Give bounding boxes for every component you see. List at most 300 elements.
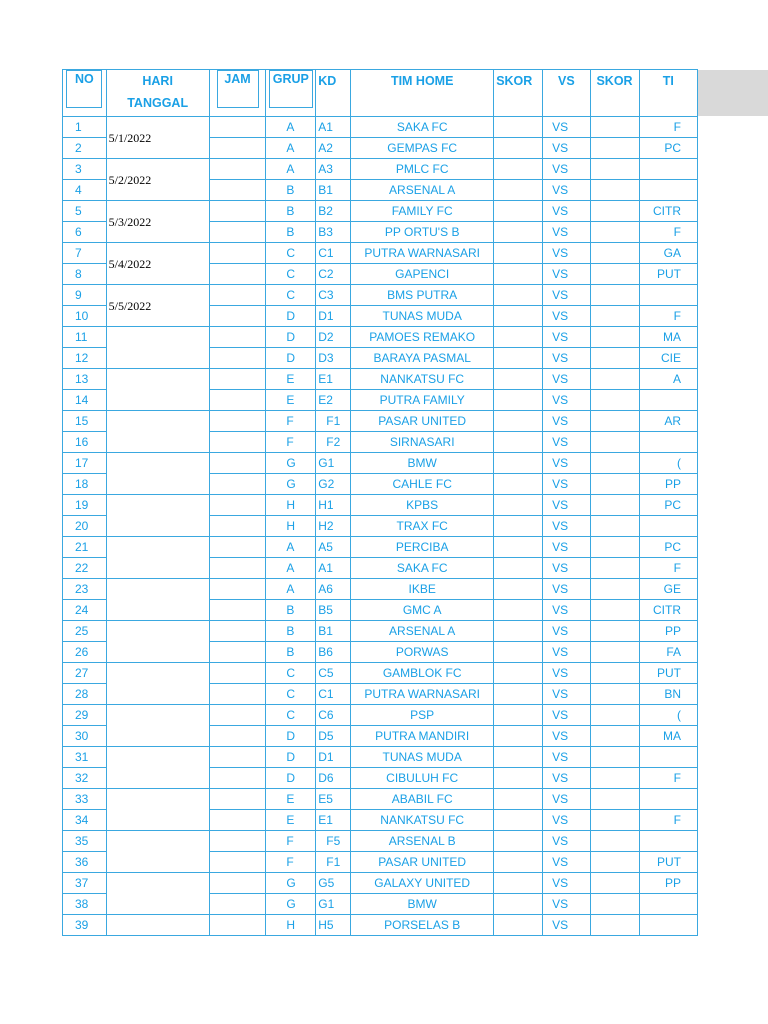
cell-jam xyxy=(209,558,266,579)
cell-tim-home: PASAR UNITED xyxy=(351,852,494,873)
table-row xyxy=(63,243,698,264)
cell-tim-home: PAMOES REMAKO xyxy=(351,327,494,348)
cell-vs: VS xyxy=(543,222,590,243)
cell-tim-home: NANKATSU FC xyxy=(351,369,494,390)
cell-tim-away: PC xyxy=(639,138,698,159)
cell-no: 7 xyxy=(63,243,107,264)
cell-vs: VS xyxy=(543,726,590,747)
cell-skor-away xyxy=(590,243,639,264)
header-gray-band xyxy=(698,70,768,116)
cell-no: 15 xyxy=(63,411,107,432)
cell-kd: E2 xyxy=(316,390,351,411)
cell-jam xyxy=(209,390,266,411)
cell-date: 5/4/2022 xyxy=(106,243,209,285)
cell-skor-home xyxy=(494,348,543,369)
cell-grup: D xyxy=(266,327,316,348)
cell-vs: VS xyxy=(543,852,590,873)
cell-skor-away xyxy=(590,495,639,516)
cell-tim-home: SAKA FC xyxy=(351,117,494,138)
cell-kd: C1 xyxy=(316,243,351,264)
cell-vs: VS xyxy=(543,495,590,516)
cell-no: 27 xyxy=(63,663,107,684)
cell-skor-away xyxy=(590,180,639,201)
cell-skor-away xyxy=(590,621,639,642)
cell-kd: A1 xyxy=(316,558,351,579)
cell-no: 16 xyxy=(63,432,107,453)
cell-vs: VS xyxy=(543,600,590,621)
cell-skor-away xyxy=(590,474,639,495)
cell-tim-home: BMW xyxy=(351,894,494,915)
cell-no: 30 xyxy=(63,726,107,747)
cell-grup: A xyxy=(266,159,316,180)
cell-tim-home: PSP xyxy=(351,705,494,726)
cell-tim-home: ARSENAL A xyxy=(351,180,494,201)
table-row xyxy=(63,159,698,180)
cell-grup: G xyxy=(266,873,316,894)
cell-vs: VS xyxy=(543,243,590,264)
cell-kd: F2 xyxy=(316,432,351,453)
cell-skor-away xyxy=(590,642,639,663)
cell-kd: E1 xyxy=(316,369,351,390)
cell-skor-home xyxy=(494,516,543,537)
cell-tim-home: NANKATSU FC xyxy=(351,810,494,831)
cell-skor-home xyxy=(494,264,543,285)
cell-jam xyxy=(209,222,266,243)
cell-skor-away xyxy=(590,747,639,768)
cell-date: 5/5/2022 xyxy=(106,285,209,327)
cell-jam xyxy=(209,768,266,789)
cell-tim-away: GA xyxy=(639,243,698,264)
cell-jam xyxy=(209,264,266,285)
cell-date xyxy=(106,453,209,495)
cell-tim-home: PUTRA WARNASARI xyxy=(351,684,494,705)
cell-kd: C6 xyxy=(316,705,351,726)
cell-jam xyxy=(209,432,266,453)
cell-skor-away xyxy=(590,831,639,852)
cell-skor-home xyxy=(494,201,543,222)
cell-tim-away: CITR xyxy=(639,201,698,222)
cell-date xyxy=(106,831,209,873)
cell-skor-away xyxy=(590,348,639,369)
header-no-box: NO xyxy=(66,70,102,108)
cell-tim-away xyxy=(639,285,698,306)
cell-tim-home: GEMPAS FC xyxy=(351,138,494,159)
cell-tim-away xyxy=(639,894,698,915)
cell-skor-away xyxy=(590,453,639,474)
cell-vs: VS xyxy=(543,705,590,726)
header-tanggal: TANGGAL xyxy=(127,96,189,110)
cell-tim-home: SIRNASARI xyxy=(351,432,494,453)
schedule-table xyxy=(62,69,698,936)
table-row xyxy=(63,579,698,600)
cell-tim-home: PERCIBA xyxy=(351,537,494,558)
cell-tim-away xyxy=(639,831,698,852)
cell-grup: G xyxy=(266,453,316,474)
cell-skor-away xyxy=(590,684,639,705)
cell-vs: VS xyxy=(543,138,590,159)
cell-grup: B xyxy=(266,621,316,642)
cell-vs: VS xyxy=(543,663,590,684)
cell-skor-home xyxy=(494,453,543,474)
cell-tim-away: F xyxy=(639,768,698,789)
cell-jam xyxy=(209,831,266,852)
cell-no: 34 xyxy=(63,810,107,831)
cell-kd: H2 xyxy=(316,516,351,537)
cell-no: 36 xyxy=(63,852,107,873)
cell-skor-home xyxy=(494,663,543,684)
cell-skor-away xyxy=(590,600,639,621)
cell-jam xyxy=(209,873,266,894)
cell-tim-away: F xyxy=(639,306,698,327)
cell-no: 39 xyxy=(63,915,107,936)
cell-jam xyxy=(209,327,266,348)
cell-vs: VS xyxy=(543,642,590,663)
header-hari: HARI xyxy=(142,74,173,88)
cell-tim-home: SAKA FC xyxy=(351,558,494,579)
cell-skor-home xyxy=(494,684,543,705)
cell-skor-away xyxy=(590,537,639,558)
cell-grup: G xyxy=(266,474,316,495)
cell-skor-away xyxy=(590,579,639,600)
cell-skor-home xyxy=(494,411,543,432)
cell-jam xyxy=(209,201,266,222)
cell-skor-home xyxy=(494,789,543,810)
cell-no: 2 xyxy=(63,138,107,159)
cell-kd: E1 xyxy=(316,810,351,831)
cell-vs: VS xyxy=(543,621,590,642)
cell-vs: VS xyxy=(543,264,590,285)
cell-skor-away xyxy=(590,201,639,222)
cell-skor-away xyxy=(590,558,639,579)
cell-kd: B5 xyxy=(316,600,351,621)
cell-skor-home xyxy=(494,369,543,390)
cell-tim-away: ( xyxy=(639,453,698,474)
cell-tim-away xyxy=(639,180,698,201)
cell-jam xyxy=(209,306,266,327)
cell-no: 37 xyxy=(63,873,107,894)
cell-skor-home xyxy=(494,810,543,831)
header-row xyxy=(63,70,698,117)
cell-jam xyxy=(209,684,266,705)
cell-kd: B1 xyxy=(316,180,351,201)
header-hari-tanggal xyxy=(106,70,209,117)
cell-grup: D xyxy=(266,747,316,768)
cell-grup: D xyxy=(266,348,316,369)
cell-skor-away xyxy=(590,894,639,915)
cell-vs: VS xyxy=(543,432,590,453)
cell-tim-away: A xyxy=(639,369,698,390)
cell-grup: C xyxy=(266,684,316,705)
cell-tim-away xyxy=(639,516,698,537)
cell-tim-away: AR xyxy=(639,411,698,432)
cell-kd: A1 xyxy=(316,117,351,138)
cell-vs: VS xyxy=(543,411,590,432)
cell-skor-home xyxy=(494,705,543,726)
cell-date: 5/2/2022 xyxy=(106,159,209,201)
cell-jam xyxy=(209,243,266,264)
cell-kd: E5 xyxy=(316,789,351,810)
cell-jam xyxy=(209,726,266,747)
cell-skor-away xyxy=(590,411,639,432)
cell-no: 12 xyxy=(63,348,107,369)
table-row xyxy=(63,201,698,222)
cell-skor-away xyxy=(590,264,639,285)
cell-grup: B xyxy=(266,180,316,201)
cell-tim-home: CAHLE FC xyxy=(351,474,494,495)
cell-no: 3 xyxy=(63,159,107,180)
cell-date xyxy=(106,369,209,411)
cell-tim-away: PP xyxy=(639,621,698,642)
cell-date xyxy=(106,915,209,936)
cell-vs: VS xyxy=(543,579,590,600)
header-grup-box: GRUP xyxy=(269,70,313,108)
cell-kd: D3 xyxy=(316,348,351,369)
cell-date: 5/3/2022 xyxy=(106,201,209,243)
cell-jam xyxy=(209,537,266,558)
cell-jam xyxy=(209,474,266,495)
cell-no: 14 xyxy=(63,390,107,411)
cell-grup: F xyxy=(266,411,316,432)
cell-no: 5 xyxy=(63,201,107,222)
table-row xyxy=(63,117,698,138)
cell-skor-away xyxy=(590,915,639,936)
cell-tim-home: PORWAS xyxy=(351,642,494,663)
cell-vs: VS xyxy=(543,789,590,810)
cell-vs: VS xyxy=(543,306,590,327)
cell-tim-away xyxy=(639,390,698,411)
cell-tim-home: PMLC FC xyxy=(351,159,494,180)
header-tim-home: TIM HOME xyxy=(351,70,494,117)
cell-vs: VS xyxy=(543,684,590,705)
cell-kd: B2 xyxy=(316,201,351,222)
cell-tim-home: PUTRA MANDIRI xyxy=(351,726,494,747)
cell-skor-away xyxy=(590,222,639,243)
cell-jam xyxy=(209,810,266,831)
cell-tim-away: GE xyxy=(639,579,698,600)
cell-grup: B xyxy=(266,600,316,621)
cell-tim-away: F xyxy=(639,810,698,831)
cell-skor-home xyxy=(494,726,543,747)
cell-skor-away xyxy=(590,369,639,390)
cell-kd: D2 xyxy=(316,327,351,348)
cell-kd: B1 xyxy=(316,621,351,642)
cell-kd: B3 xyxy=(316,222,351,243)
cell-kd: D1 xyxy=(316,306,351,327)
cell-kd: D5 xyxy=(316,726,351,747)
cell-tim-home: GAPENCI xyxy=(351,264,494,285)
cell-jam xyxy=(209,600,266,621)
cell-skor-away xyxy=(590,285,639,306)
cell-tim-home: KPBS xyxy=(351,495,494,516)
cell-skor-home xyxy=(494,768,543,789)
cell-skor-home xyxy=(494,831,543,852)
cell-tim-away xyxy=(639,915,698,936)
cell-kd: G1 xyxy=(316,453,351,474)
cell-tim-home: PASAR UNITED xyxy=(351,411,494,432)
cell-tim-home: BARAYA PASMAL xyxy=(351,348,494,369)
cell-tim-home: PORSELAS B xyxy=(351,915,494,936)
cell-kd: D6 xyxy=(316,768,351,789)
cell-tim-away: PC xyxy=(639,495,698,516)
cell-no: 1 xyxy=(63,117,107,138)
cell-tim-away: CITR xyxy=(639,600,698,621)
cell-vs: VS xyxy=(543,201,590,222)
cell-tim-home: PUTRA WARNASARI xyxy=(351,243,494,264)
cell-tim-away xyxy=(639,747,698,768)
cell-tim-home: TUNAS MUDA xyxy=(351,747,494,768)
cell-skor-home xyxy=(494,852,543,873)
cell-kd: D1 xyxy=(316,747,351,768)
cell-grup: D xyxy=(266,726,316,747)
cell-skor-away xyxy=(590,726,639,747)
header-grup xyxy=(266,70,316,117)
cell-jam xyxy=(209,747,266,768)
cell-tim-away: PUT xyxy=(639,852,698,873)
cell-vs: VS xyxy=(543,117,590,138)
cell-jam xyxy=(209,852,266,873)
cell-vs: VS xyxy=(543,894,590,915)
cell-skor-home xyxy=(494,558,543,579)
cell-grup: C xyxy=(266,663,316,684)
cell-grup: C xyxy=(266,705,316,726)
cell-grup: B xyxy=(266,642,316,663)
cell-skor-home xyxy=(494,600,543,621)
cell-tim-home: FAMILY FC xyxy=(351,201,494,222)
cell-no: 23 xyxy=(63,579,107,600)
cell-kd: F5 xyxy=(316,831,351,852)
cell-tim-home: BMW xyxy=(351,453,494,474)
cell-grup: H xyxy=(266,915,316,936)
cell-skor-away xyxy=(590,390,639,411)
cell-skor-home xyxy=(494,894,543,915)
cell-grup: G xyxy=(266,894,316,915)
cell-tim-away: F xyxy=(639,558,698,579)
cell-skor-home xyxy=(494,138,543,159)
cell-kd: C3 xyxy=(316,285,351,306)
cell-kd: F1 xyxy=(316,411,351,432)
cell-jam xyxy=(209,642,266,663)
cell-skor-home xyxy=(494,537,543,558)
cell-jam xyxy=(209,621,266,642)
cell-no: 11 xyxy=(63,327,107,348)
table-row xyxy=(63,663,698,684)
cell-skor-home xyxy=(494,432,543,453)
cell-skor-away xyxy=(590,663,639,684)
cell-tim-home: IKBE xyxy=(351,579,494,600)
table-row xyxy=(63,327,698,348)
cell-grup: C xyxy=(266,243,316,264)
cell-no: 25 xyxy=(63,621,107,642)
table-row xyxy=(63,495,698,516)
cell-date xyxy=(106,537,209,579)
cell-no: 28 xyxy=(63,684,107,705)
cell-no: 8 xyxy=(63,264,107,285)
cell-no: 4 xyxy=(63,180,107,201)
cell-skor-home xyxy=(494,327,543,348)
cell-skor-home xyxy=(494,747,543,768)
table-row xyxy=(63,537,698,558)
table-row xyxy=(63,285,698,306)
cell-no: 21 xyxy=(63,537,107,558)
cell-kd: C1 xyxy=(316,684,351,705)
cell-date xyxy=(106,747,209,789)
cell-jam xyxy=(209,495,266,516)
header-vs: VS xyxy=(543,70,590,117)
cell-date xyxy=(106,495,209,537)
cell-skor-home xyxy=(494,390,543,411)
cell-grup: B xyxy=(266,201,316,222)
cell-skor-home xyxy=(494,117,543,138)
cell-vs: VS xyxy=(543,180,590,201)
cell-kd: A2 xyxy=(316,138,351,159)
cell-vs: VS xyxy=(543,390,590,411)
cell-vs: VS xyxy=(543,348,590,369)
header-jam-box: JAM xyxy=(217,70,259,108)
cell-skor-home xyxy=(494,243,543,264)
cell-grup: E xyxy=(266,789,316,810)
cell-tim-home: GAMBLOK FC xyxy=(351,663,494,684)
cell-no: 17 xyxy=(63,453,107,474)
header-kd: KD xyxy=(316,70,351,117)
table-row xyxy=(63,369,698,390)
cell-vs: VS xyxy=(543,873,590,894)
cell-tim-home: PUTRA FAMILY xyxy=(351,390,494,411)
cell-vs: VS xyxy=(543,159,590,180)
cell-jam xyxy=(209,180,266,201)
cell-jam xyxy=(209,663,266,684)
header-skor-away: SKOR xyxy=(590,70,639,117)
cell-tim-home: ABABIL FC xyxy=(351,789,494,810)
cell-jam xyxy=(209,411,266,432)
cell-no: 32 xyxy=(63,768,107,789)
cell-skor-away xyxy=(590,306,639,327)
header-skor-home: SKOR xyxy=(494,70,543,117)
cell-kd: G2 xyxy=(316,474,351,495)
cell-tim-away: PUT xyxy=(639,264,698,285)
cell-jam xyxy=(209,285,266,306)
cell-tim-away xyxy=(639,432,698,453)
cell-date xyxy=(106,327,209,369)
table-row xyxy=(63,453,698,474)
cell-grup: F xyxy=(266,852,316,873)
cell-tim-away: PP xyxy=(639,873,698,894)
cell-grup: A xyxy=(266,537,316,558)
cell-skor-home xyxy=(494,474,543,495)
cell-skor-away xyxy=(590,873,639,894)
cell-tim-away: PUT xyxy=(639,663,698,684)
cell-grup: E xyxy=(266,390,316,411)
cell-date xyxy=(106,411,209,453)
cell-skor-away xyxy=(590,852,639,873)
cell-kd: A5 xyxy=(316,537,351,558)
table-row xyxy=(63,705,698,726)
cell-skor-home xyxy=(494,579,543,600)
cell-skor-home xyxy=(494,495,543,516)
cell-date xyxy=(106,789,209,831)
cell-no: 26 xyxy=(63,642,107,663)
cell-jam xyxy=(209,369,266,390)
cell-tim-away: BN xyxy=(639,684,698,705)
cell-skor-home xyxy=(494,306,543,327)
cell-grup: E xyxy=(266,810,316,831)
cell-skor-home xyxy=(494,180,543,201)
cell-vs: VS xyxy=(543,285,590,306)
cell-no: 18 xyxy=(63,474,107,495)
cell-jam xyxy=(209,705,266,726)
cell-grup: C xyxy=(266,285,316,306)
cell-no: 10 xyxy=(63,306,107,327)
cell-jam xyxy=(209,579,266,600)
